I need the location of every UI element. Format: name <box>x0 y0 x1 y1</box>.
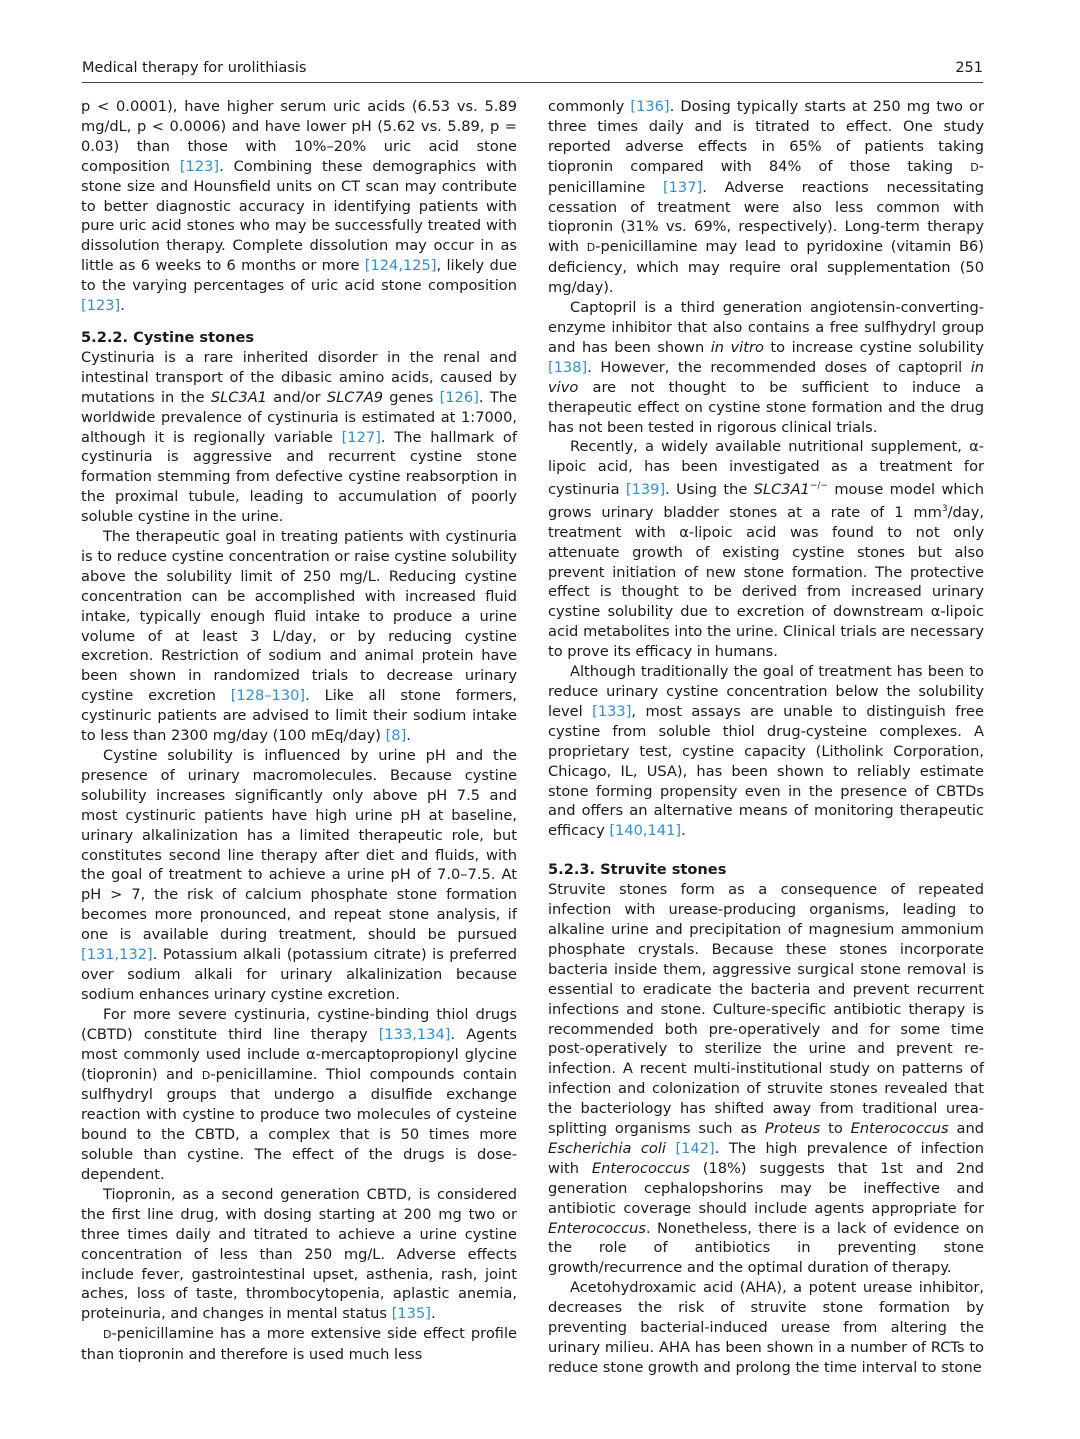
citation-link[interactable]: [135] <box>391 1305 431 1323</box>
paragraph-captopril: Captopril is a third generation angiotensin-converting-enzyme inhibitor that also contains a free sulfhydryl group and has been shown in vitro to increase cystine solubility [138]. However, the recommended doses of captopril in vivo are not thought to be sufficient to induce a therapeutic effect on cystine stone formation and the drug has not been tested in rigorous clinical trials. <box>548 299 984 436</box>
citation-link[interactable]: [128–130] <box>230 687 306 705</box>
citation-link[interactable]: [133,134] <box>378 1025 451 1043</box>
citation-link[interactable]: [126] <box>439 388 479 406</box>
section-heading-cystine-stones: 5.2.2. Cystine stones <box>81 328 255 346</box>
paragraph-cystine-solubility: Cystine solubility is influenced by urine pH and the presence of urinary macromolecules. Because cystine solubility increases significantly only above pH 7.5 and most cystinuric patients have high urine pH at baseline, urinary alkalinization has a limited therapeutic role, but constitutes second line therapy after diet and fluids, with the goal of treatment to achieve a urine pH of 7.0–7.5. At pH > 7, the risk of calcium phosphate stone formation becomes more pronounced, and repeat stone analysis, if one is available during treatment, should be pursued [131,132]. Potassium alkali (potassium citrate) is preferred over sodium alkali for urinary alkalinization because sodium enhances urinary cystine excretion. <box>81 747 517 1003</box>
paragraph-therapeutic-goal: The therapeutic goal in treating patients with cystinuria is to reduce cystine concentration or raise cystine solubility above the solubility limit of 250 mg/L. Reducing cystine concentration can be accomplished with increased fluid intake, typically enough fluid intake to produce a urine volume of at least 3 L/day, or by reducing cystine excretion. Restriction of sodium and animal protein have been shown in randomized trials to decrease urinary cystine excretion [128–130]. Like all stone formers, cystinuric patients are advised to limit their sodium intake to less than 2300 mg/day (100 mEq/day) [8]. <box>81 528 517 745</box>
citation-link[interactable]: [133] <box>592 702 632 720</box>
paragraph-cystinuria-intro: Cystinuria is a rare inherited disorder in the renal and intestinal transport of the dibasic amino acids, caused by mutations in the SLC3A1 and/or SLC7A9 genes [126]. The worldwide prevalence of cystinuria is estimated at 1:7000, although it is regionally variable [127]. The hallmark of cystinuria is aggressive and recurrent cystine stone formation stemming from defective cystine reabsorption in the proximal tubule, leading to accumulation of poorly soluble cystine in the urine. <box>81 348 517 526</box>
citation-link[interactable]: [124,125] <box>364 257 437 275</box>
paragraph-struvite-intro: Struvite stones form as a consequence of repeated infection with urease-producing organisms, leading to alkaline urine and precipitation of magnesium ammonium phosphate crystals. Because these stones incorporate bacteria inside them, aggressive surgical stone removal is essential to eradicate the bacteria and prevent recurrent infections and stone. Culture-specific antibiotic therapy is recommended both pre-operatively and for some time post-operatively to sterilize the urine and prevent re-infection. A recent multi-institutional study on patterns of infection and colonization of struvite stones revealed that the bacteriology has shifted away from traditional urea-splitting organisms such as Proteus to Enterococcus and Escherichia coli [142]. The high prevalence of infection with Enterococcus (18%) suggests that 1st and 2nd generation cephalopshorins may be ineffective and antibiotic coverage should include agents appropriate for Enterococcus. Nonetheless, there is a lack of evidence on the role of antibiotics in preventing stone growth/recurrence and the optimal duration of therapy. <box>548 881 984 1277</box>
citation-link[interactable]: [123] <box>179 157 220 175</box>
paragraph-lipoic-acid: Recently, a widely available nutritional supplement, α-lipoic acid, has been investigated as a treatment for cystinuria [139]. Using the SLC3A1−/− mouse model which grows urinary bladder stones at a rate of 1 $mm^3$/day, treatment with α-lipoic acid was found to not only attenuate growth of existing cystine stones but also prevent initiation of new stone formation. The protective effect is thought to be derived from increased urinary cystine solubility due to excretion of downstream α-lipoic acid metabolites into the urine. Clinical trials are necessary to prove its efficacy in humans. <box>548 438 984 661</box>
left-column <box>81 97 517 1365</box>
paragraph-penicillamine: D-penicillamine has a more extensive side effect profile than tiopronin and therefore is used much less <box>81 1325 517 1364</box>
citation-link[interactable]: [137] <box>662 178 703 196</box>
paragraph-uric-acid-continued: p < 0.0001), have higher serum uric acids (6.53 vs. 5.89 mg/dL, p < 0.0006) and have lower pH (5.62 vs. 5.89, p = 0.03) than those with 10%–20% uric acid stone composition [123]. Combining these demographics with stone size and Hounsfield units on CT scan may contribute to better diagnostic accuracy in identifying patients with pure uric acid stones who may be successfully treated with dissolution therapy. Complete dissolution may occur in as little as 6 weeks to 6 months or more [124,125], likely due to the varying percentages of uric acid stone composition [123]. <box>81 98 517 315</box>
paragraph-cystine-capacity: Although traditionally the goal of treatment has been to reduce urinary cystine concentration below the solubility level [133], most assays are unable to distinguish free cystine from soluble thiol drug-cysteine complexes. A proprietary test, cystine capacity (Litholink Corporation, Chicago, IL, USA), has been shown to reliably estimate stone forming propensity even in the presence of CBTDs and offers an alternative means of monitoring therapeutic efficacy [140,141]. <box>548 663 985 840</box>
citation-link[interactable]: [131,132] <box>81 946 153 964</box>
running-title: Medical therapy for urolithiasis <box>82 60 307 76</box>
citation-link[interactable]: [139] <box>625 481 666 499</box>
citation-link[interactable]: [142] <box>675 1139 715 1157</box>
citation-link[interactable]: [8] <box>385 727 407 745</box>
citation-link[interactable]: [136] <box>630 98 670 115</box>
citation-link[interactable]: [140,141] <box>609 822 682 840</box>
section-heading-struvite-stones: 5.2.3. Struvite stones <box>548 861 727 879</box>
citation-link[interactable]: [123] <box>81 297 121 315</box>
citation-link[interactable]: [138] <box>548 358 588 376</box>
paragraph-aha: Acetohydroxamic acid (AHA), a potent urease inhibitor, decreases the risk of struvite stone formation by preventing bacterial-induced urease from altering the urinary milieu. AHA has been shown in a number of RCTs to reduce stone growth and prolong the time interval to stone <box>548 1279 984 1376</box>
paragraph-penicillamine-continued: commonly [136]. Dosing typically starts at 250 mg two or three times daily and is titrated to effect. One study reported adverse effects in 65% of patients taking tiopronin compared with 84% of those taking D-penicillamine [137]. Adverse reactions necessitating cessation of treatment were also less common with tiopronin (31% vs. 69%, respectively). Long-term therapy with D-penicillamine may lead to pyridoxine (vitamin B6) deficiency, which may require oral supplementation (50 mg/day). <box>548 98 984 297</box>
right-column <box>548 97 984 1378</box>
running-header <box>82 58 983 83</box>
page-number: 251 <box>955 60 983 76</box>
paragraph-tiopronin: Tiopronin, as a second generation CBTD, is considered the first line drug, with dosing starting at 200 mg two or three times daily and titrated to achieve a urine cystine concentration of less than 250 mg/L. Adverse effects include fever, gastrointestinal upset, asthenia, rash, joint aches, loss of taste, thrombocytopenia, aplastic anemia, proteinuria, and changes in mental status [135]. <box>81 1185 517 1323</box>
citation-link[interactable]: [127] <box>341 428 381 446</box>
paragraph-cbtd: For more severe cystinuria, cystine-binding thiol drugs (CBTD) constitute third line therapy [133,134]. Agents most commonly used include α-mercaptopropionyl glycine (tiopronin) and D-penicillamine. Thiol compounds contain sulfhydryl groups that undergo a disulfide exchange reaction with cystine to produce two molecules of cysteine bound to the CBTD, a complex that is 50 times more soluble than cystine. The effect of the drugs is dose-dependent. <box>81 1005 517 1184</box>
